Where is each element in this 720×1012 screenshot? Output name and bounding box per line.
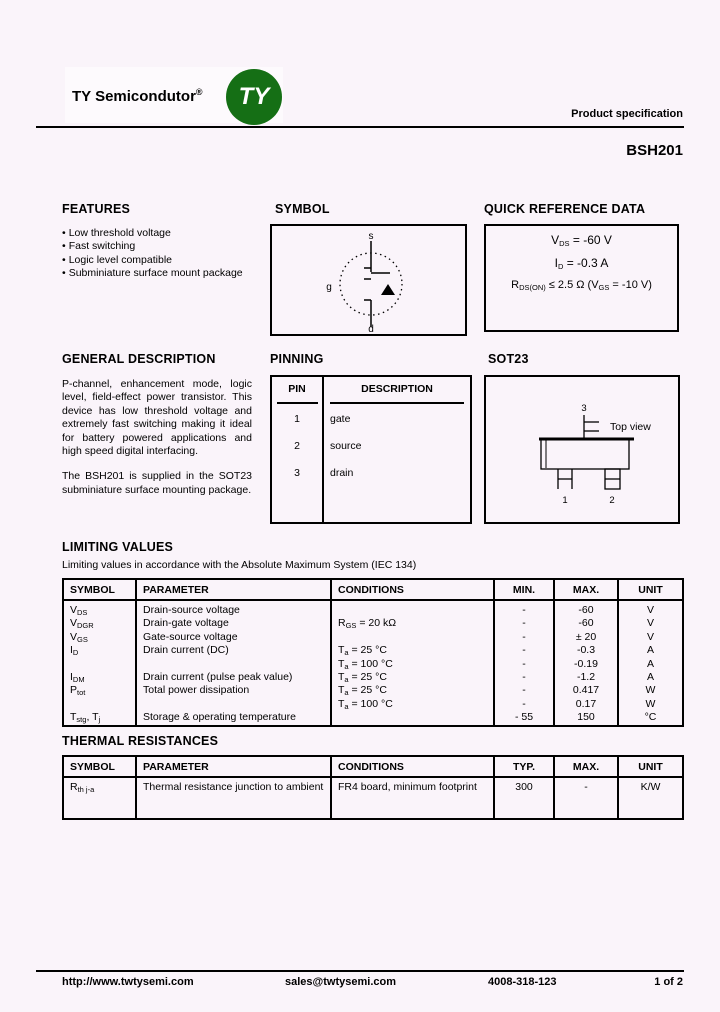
table-row: [63, 644, 683, 657]
feature-item: • Low threshold voltage: [62, 227, 171, 239]
footer-page-indicator: 1 of 2: [654, 976, 683, 988]
table-cell: Drain current (pulse peak value): [136, 671, 331, 684]
features-list: [62, 227, 260, 281]
quick-reference-section: [484, 202, 683, 332]
mosfet-symbol-diagram: [272, 226, 465, 334]
table-cell: K/W: [618, 777, 683, 819]
table-cell: Drain-source voltage: [136, 600, 331, 617]
table-cell: -: [494, 617, 554, 630]
column-header: PARAMETER: [136, 756, 331, 777]
quick-reference-title: QUICK REFERENCE DATA: [484, 202, 646, 216]
table-cell: $T_a = 25$ °C: [331, 684, 494, 697]
general-description-text: [62, 378, 252, 497]
limiting-values-subtitle: Limiting values in accordance with the Absolute Maximum System (IEC 134): [62, 559, 417, 571]
column-header: SYMBOL: [63, 756, 136, 777]
sot23-frame: [484, 375, 680, 524]
table-cell: $V_{GS}$: [63, 631, 136, 644]
table-cell: [63, 658, 136, 671]
table-row: [63, 658, 683, 671]
table-cell: -0.19: [554, 658, 618, 671]
table-cell: W: [618, 684, 683, 697]
table-row: [63, 600, 683, 617]
registered-mark: ®: [195, 87, 203, 97]
table-cell: [136, 698, 331, 711]
table-cell: Drain current (DC): [136, 644, 331, 657]
table-cell: -: [494, 671, 554, 684]
table-cell: -: [494, 658, 554, 671]
thermal-resistances-table: [62, 755, 684, 820]
table-cell: $T_a = 100$ °C: [331, 698, 494, 711]
table-cell: $T_a = 25$ °C: [331, 644, 494, 657]
thermal-resistances-section: [62, 734, 682, 820]
feature-item: • Fast switching: [62, 240, 136, 253]
symbol-title: SYMBOL: [275, 202, 330, 216]
footer-divider: [36, 970, 684, 972]
table-cell: -60: [554, 617, 618, 630]
table-cell: A: [618, 671, 683, 684]
features-section: [62, 202, 260, 281]
table-cell: ± 20: [554, 631, 618, 644]
table-cell: 300: [494, 777, 554, 819]
pinning-row: [272, 433, 470, 460]
description-paragraph: The BSH201 is supplied in the SOT23 subminiature surface mounting package.: [62, 470, 252, 496]
table-cell: $T_{stg}$, $T_j$: [63, 711, 136, 725]
features-title: FEATURES: [62, 202, 131, 216]
column-header: CONDITIONS: [331, 579, 494, 600]
thermal-resistances-title: THERMAL RESISTANCES: [62, 734, 219, 748]
table-cell: 150: [554, 711, 618, 725]
part-number: BSH201: [626, 142, 683, 159]
sot23-section: [484, 352, 680, 524]
limiting-values-table: [62, 578, 684, 727]
table-row: [63, 777, 683, 819]
svg-text:d: d: [368, 324, 374, 334]
table-cell: [63, 698, 136, 711]
pinning-header-description: DESCRIPTION: [361, 383, 433, 395]
table-cell: -: [494, 631, 554, 644]
limiting-values-title: LIMITING VALUES: [62, 540, 174, 554]
table-cell: $V_{DS}$: [63, 600, 136, 617]
svg-text:s: s: [368, 231, 374, 242]
table-cell: W: [618, 698, 683, 711]
brand-header: [65, 67, 283, 123]
table-row: [63, 684, 683, 697]
description-paragraph: P-channel, enhancement mode, logic level, field-effect power transistor. This device has low threshold voltage and extremely fast switching making it ideal for battery powered applications and high speed digital interfacing.: [62, 378, 252, 458]
table-cell: A: [618, 658, 683, 671]
table-cell: $I_{DM}$: [63, 671, 136, 684]
table-cell: V: [618, 600, 683, 617]
table-cell: Thermal resistance junction to ambient: [136, 777, 331, 819]
table-cell: Total power dissipation: [136, 684, 331, 697]
pinning-rows: [272, 406, 470, 486]
column-header: SYMBOL: [63, 579, 136, 600]
table-cell: Storage & operating temperature: [136, 711, 331, 725]
table-cell: - 55: [494, 711, 554, 725]
pinning-section: [270, 352, 472, 524]
svg-text:1: 1: [562, 495, 568, 506]
table-cell: -: [554, 777, 618, 819]
table-cell: V: [618, 617, 683, 630]
table-cell: [331, 711, 494, 725]
pinning-title: PINNING: [270, 352, 324, 366]
table-cell: [136, 658, 331, 671]
pin-description: drain: [330, 466, 354, 479]
pinning-row: [272, 406, 470, 433]
column-header: PARAMETER: [136, 579, 331, 600]
svg-text:Top view: Top view: [610, 421, 651, 433]
column-header: TYP.: [494, 756, 554, 777]
pin-number: 1: [294, 413, 300, 426]
table-row: [63, 711, 683, 725]
table-cell: -60: [554, 600, 618, 617]
table-cell: 0.417: [554, 684, 618, 697]
sot23-package-diagram: [486, 377, 674, 518]
table-cell: $R_{th j-a}$: [63, 777, 136, 819]
pinning-table: [270, 375, 472, 524]
table-cell: °C: [618, 711, 683, 725]
column-header: CONDITIONS: [331, 756, 494, 777]
pinning-header-underline: [277, 402, 318, 404]
svg-text:2: 2: [609, 495, 615, 506]
column-header: UNIT: [618, 579, 683, 600]
table-cell: $R_{GS} = 20$ kΩ: [331, 617, 494, 630]
table-cell: [331, 600, 494, 617]
table-row: [63, 671, 683, 684]
table-row: [63, 631, 683, 644]
table-cell: $T_a = 100$ °C: [331, 658, 494, 671]
column-header: MAX.: [554, 579, 618, 600]
table-row: [63, 698, 683, 711]
footer-phone: 4008-318-123: [488, 976, 557, 988]
column-header: UNIT: [618, 756, 683, 777]
table-cell: FR4 board, minimum footprint: [331, 777, 494, 819]
table-cell: -: [494, 698, 554, 711]
table-cell: -: [494, 684, 554, 697]
pinning-header-underline: [330, 402, 464, 404]
table-cell: 0.17: [554, 698, 618, 711]
table-cell: $I_D$: [63, 644, 136, 657]
footer-website-link[interactable]: http://www.twtysemi.com: [62, 976, 194, 988]
table-cell: -: [494, 600, 554, 617]
table-cell: -0.3: [554, 644, 618, 657]
table-cell: V: [618, 631, 683, 644]
table-cell: -: [494, 644, 554, 657]
table-cell: -1.2: [554, 671, 618, 684]
footer-email-link[interactable]: sales@twtysemi.com: [285, 976, 396, 988]
brand-logo-icon: TY: [226, 69, 282, 125]
svg-text:3: 3: [581, 403, 587, 414]
thermal-resistances-header-row: [63, 756, 683, 777]
limiting-values-section: [62, 540, 682, 727]
pin-number: 3: [294, 466, 300, 479]
sot23-title: SOT23: [488, 352, 529, 366]
pinning-row: [272, 460, 470, 487]
limiting-values-header-row: [63, 579, 683, 600]
table-cell: [331, 631, 494, 644]
table-cell: $V_{DGR}$: [63, 617, 136, 630]
symbol-section: [270, 202, 467, 336]
pin-number: 2: [294, 440, 300, 453]
feature-item: • Logic level compatible: [62, 253, 172, 266]
pin-description: gate: [330, 413, 351, 426]
feature-item: • Subminiature surface mount package: [62, 267, 243, 280]
quick-ref-id: $I_D = -0.3$ A: [554, 256, 609, 271]
quick-ref-vds: $V_{DS} = -60$ V: [551, 233, 612, 248]
table-cell: $T_a = 25$ °C: [331, 671, 494, 684]
table-cell: $P_{tot}$: [63, 684, 136, 697]
brand-name: TY Semicondutor®: [72, 87, 203, 105]
quick-reference-box: [484, 224, 679, 332]
pinning-header-pin: PIN: [288, 383, 306, 395]
pin-description: source: [330, 440, 362, 453]
product-spec-label: Product specification: [571, 108, 683, 120]
table-cell: Gate-source voltage: [136, 631, 331, 644]
symbol-frame: [270, 224, 467, 336]
table-cell: Drain-gate voltage: [136, 617, 331, 630]
general-description-title: GENERAL DESCRIPTION: [62, 352, 216, 366]
column-header: MIN.: [494, 579, 554, 600]
header-divider: [36, 126, 684, 128]
general-description-section: [62, 352, 252, 497]
table-row: [63, 617, 683, 630]
column-header: MAX.: [554, 756, 618, 777]
quick-ref-rdson: $R_{DS(ON)} \le 2.5$ Ω ($V_{GS} = -10$ V): [511, 279, 652, 292]
svg-text:g: g: [326, 282, 332, 293]
table-cell: A: [618, 644, 683, 657]
